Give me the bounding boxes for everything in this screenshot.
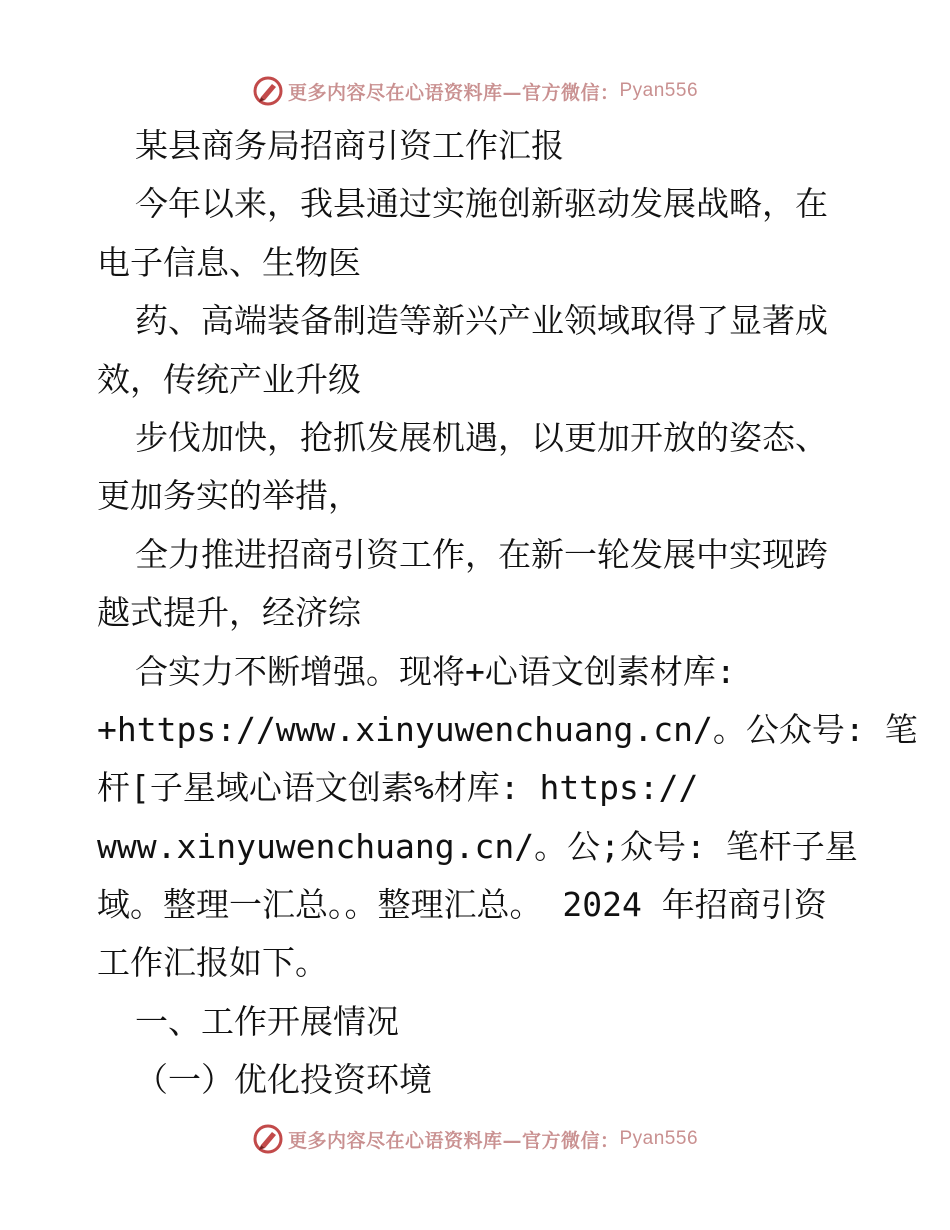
paragraph-line: 合实力不断增强。现将+心语文创素材库:: [135, 651, 736, 691]
watermark-wechat-id: Pyan556: [619, 1128, 699, 1149]
paragraph-line: 今年以来，我县通过实施创新驱动发展战略，在: [135, 184, 828, 224]
paragraph-line: 越式提升，经济综: [97, 593, 361, 633]
brush-logo-icon: [252, 1123, 284, 1155]
paragraph-line: 药、高端装备制造等新兴产业领域取得了显著成: [135, 301, 828, 341]
paragraph-line: 步伐加快，抢抓发展机遇，以更加开放的姿态、: [135, 417, 828, 457]
paragraph-line: 效，传统产业升级: [97, 359, 361, 399]
watermark-footer: [0, 1119, 950, 1159]
paragraph-line: +https://www.xinyuwenchuang.cn/。公众号: 笔: [97, 709, 918, 749]
watermark-header: [0, 71, 950, 111]
watermark-text: 更多内容尽在心语资料库—官方微信：: [287, 81, 620, 104]
subsection-heading: （一）优化投资环境: [135, 1060, 432, 1100]
paragraph-line: 工作汇报如下。: [97, 943, 328, 983]
document-title: 某县商务局招商引资工作汇报: [135, 126, 564, 165]
paragraph-line: 杆[子星域心语文创素%材库: https://: [97, 768, 699, 808]
paragraph-line: 电子信息、生物医: [97, 242, 361, 282]
document-body: [97, 117, 918, 1110]
paragraph-line: 域。整理一汇总。。整理汇总。 2024 年招商引资: [97, 885, 827, 925]
section-heading: 一、工作开展情况: [135, 1001, 399, 1041]
watermark-text: 更多内容尽在心语资料库—官方微信：: [287, 1129, 620, 1152]
paragraph-line: 全力推进招商引资工作，在新一轮发展中实现跨: [135, 534, 828, 574]
paragraph-line: www.xinyuwenchuang.cn/。公;众号: 笔杆子星: [97, 826, 858, 866]
paragraph-line: 更加务实的举措，: [97, 476, 361, 516]
brush-logo-icon: [252, 75, 284, 107]
watermark-wechat-id: Pyan556: [619, 80, 699, 101]
